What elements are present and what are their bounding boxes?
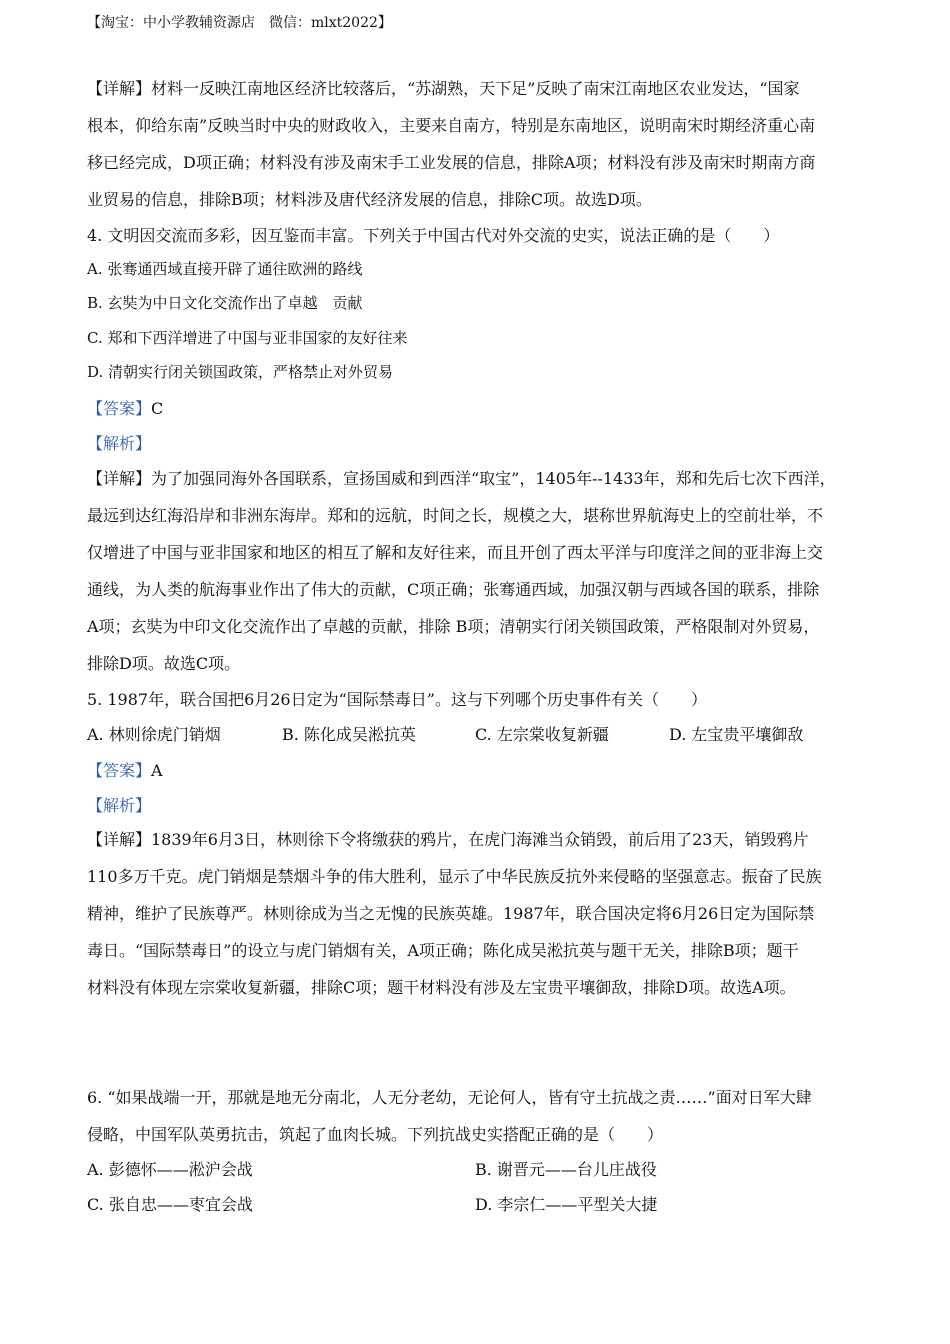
q6-stem-line: 6. “如果战端一开，那就是地无分南北，人无分老幼，无论何人，皆有守土抗战之责……”面对日军大肆 — [87, 1088, 812, 1107]
answer-label: 【答案】 — [87, 761, 152, 780]
q4-detail-line: 【详解】为了加强同海外各国联系，宣扬国威和到西洋“取宝”，1405年--1433年，郑和先后七次下西洋， — [87, 469, 836, 488]
q6-stem-line: 侵略，中国军队英勇抗击，筑起了血肉长城。下列抗战史实搭配正确的是（ ） — [87, 1125, 664, 1144]
q5-analysis-label: 【解析】 — [87, 796, 152, 815]
q4-option-b: B. 玄奘为中日文化交流作出了卓越 贡献 — [87, 294, 363, 312]
q5-detail-line: 毒日。“国际禁毒日”的设立与虎门销烟有关，A项正确；陈化成吴淞抗英与题干无关，排除B项；题干 — [87, 941, 799, 960]
q5-detail-line: 精神，维护了民族尊严。林则徐成为当之无愧的民族英雄。1987年，联合国决定将6月26日定为国际禁 — [87, 904, 815, 923]
q4-detail-line: 最远到达红海沿岸和非洲东海岸。郑和的远航，时间之长，规模之大，堪称世界航海史上的空前壮举，不 — [87, 506, 824, 525]
answer-value: A — [151, 761, 163, 780]
q5-detail-line: 材料没有体现左宗棠收复新疆，排除C项；题干材料没有涉及左宝贵平壤御敌，排除D项。故选A项。 — [87, 978, 796, 997]
q5-option-b: B. 陈化成吴淞抗英 — [282, 725, 416, 744]
q6-option-c: C. 张自忠——枣宜会战 — [87, 1195, 253, 1214]
q5-option-a: A. 林则徐虎门销烟 — [87, 725, 221, 744]
q4-detail-line: 通线，为人类的航海事业作出了伟大的贡献，C项正确；张骞通西域，加强汉朝与西域各国的联系，排除 — [87, 580, 820, 599]
q4-answer — [87, 396, 163, 419]
q5-stem: 5. 1987年，联合国把6月26日定为“国际禁毒日”。这与下列哪个历史事件有关（ ） — [87, 690, 707, 709]
q4-option-a: A. 张骞通西域直接开辟了通往欧洲的路线 — [87, 260, 363, 278]
q5-detail-line: 【详解】1839年6月3日，林则徐下令将缴获的鸦片，在虎门海滩当众销毁，前后用了23天，销毁鸦片 — [87, 830, 809, 849]
q4-detail-line: 排除D项。故选C项。 — [87, 654, 241, 673]
q5-option-c: C. 左宗棠收复新疆 — [475, 725, 609, 744]
q4-detail-line: 仅增进了中国与亚非国家和地区的相互了解和友好往来，而且开创了西太平洋与印度洋之间的亚非海上交 — [87, 543, 824, 562]
answer-value: C — [151, 399, 164, 418]
q3-detail-line: 根本，仰给东南”反映当时中央的财政收入，主要来自南方，特别是东南地区，说明南宋时期经济重心南 — [87, 116, 816, 135]
q6-option-a: A. 彭德怀——淞沪会战 — [87, 1160, 253, 1179]
q3-detail-line: 移已经完成，D项正确；材料没有涉及南宋手工业发展的信息，排除A项；材料没有涉及南宋时期南方商 — [87, 153, 816, 172]
q5-answer — [87, 758, 163, 781]
q4-detail-line: A项；玄奘为中印文化交流作出了卓越的贡献，排除 B项；清朝实行闭关锁国政策，严格限制对外贸易， — [87, 617, 820, 636]
q6-option-b: B. 谢晋元——台儿庄战役 — [475, 1160, 657, 1179]
answer-label: 【答案】 — [87, 399, 152, 418]
q4-option-c: C. 郑和下西洋增进了中国与亚非国家的友好往来 — [87, 329, 408, 347]
q3-detail-line: 【详解】材料一反映江南地区经济比较落后，“苏湖熟，天下足”反映了南宋江南地区农业发达，“国家 — [87, 79, 800, 98]
q6-option-d: D. 李宗仁——平型关大捷 — [475, 1195, 658, 1214]
q4-option-d: D. 清朝实行闭关锁国政策，严格禁止对外贸易 — [87, 363, 394, 381]
q3-detail-line: 业贸易的信息，排除B项；材料涉及唐代经济发展的信息，排除C项。故选D项。 — [87, 190, 652, 209]
q4-analysis-label: 【解析】 — [87, 434, 152, 453]
q5-detail-line: 110多万千克。虎门销烟是禁烟斗争的伟大胜利，显示了中华民族反抗外来侵略的坚强意志。振奋了民族 — [87, 867, 822, 886]
q5-option-d: D. 左宝贵平壤御敌 — [669, 725, 804, 744]
page-header: 【淘宝：中小学教辅资源店 微信：mlxt2022】 — [87, 15, 392, 31]
q4-stem: 4. 文明因交流而多彩，因互鉴而丰富。下列关于中国古代对外交流的史实，说法正确的是（ ） — [87, 226, 780, 245]
